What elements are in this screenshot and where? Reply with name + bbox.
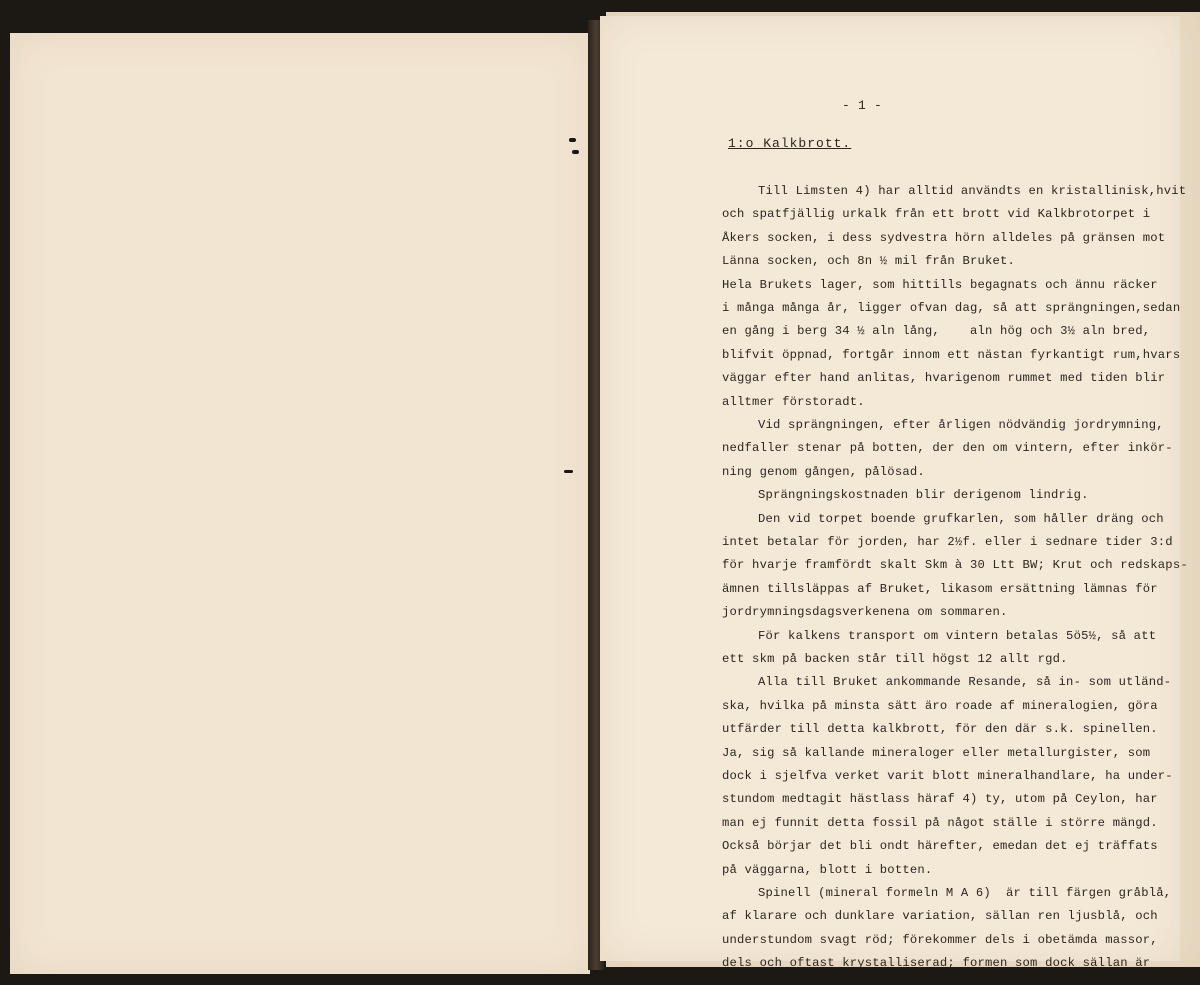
right-text-page	[600, 16, 1188, 971]
text-line: Alla till Bruket ankommande Resande, så in- som utländ-	[758, 675, 1172, 690]
left-blank-page	[10, 33, 590, 974]
text-line: jordrymningsdagsverkenena om sommaren.	[722, 605, 1008, 620]
text-line: stundom medtagit hästlass häraf 4) ty, utom på Ceylon, har	[722, 792, 1158, 807]
text-line: För kalkens transport om vintern betalas 5ö5½, så att	[758, 628, 1157, 643]
text-line: Hela Brukets lager, som hittills begagnats och ännu räcker	[722, 277, 1158, 292]
text-line: Till Limsten 4) har alltid användts en kristallinisk,hvit	[758, 184, 1187, 198]
text-line: dels och oftast krystalliserad; formen som dock sällan är	[722, 956, 1151, 971]
page-number: - 1 -	[842, 98, 883, 113]
text-line: ska, hvilka på minsta sätt äro roade af mineralogien, göra	[722, 698, 1158, 713]
text-line: Också börjar det bli ondt härefter, emedan det ej träffats	[722, 839, 1158, 854]
text-line: af klarare och dunklare variation, sällan ren ljusblå, och	[722, 909, 1158, 924]
text-line: Vid sprängningen, efter årligen nödvändig jordrymning,	[758, 418, 1164, 432]
text-line: understundom svagt röd; förekommer dels i obetämda massor,	[722, 932, 1158, 947]
text-line: Spinell (mineral formeln M A 6) är till färgen gråblå,	[758, 886, 1172, 900]
text-line: och spatfjällig urkalk från ett brott vid Kalkbrotorpet i	[722, 207, 1151, 222]
text-line: en gång i berg 34 ½ aln lång, aln hög och 3½ aln bred,	[722, 324, 1151, 339]
text-line: blifvit öppnad, fortgår innom ett nästan fyrkantigt rum,hvars	[722, 347, 1181, 362]
text-line: alltmer förstoradt.	[722, 394, 865, 409]
section-heading: 1:o Kalkbrott.	[728, 136, 852, 151]
text-line: intet betalar för jorden, har 2½f. eller i sednare tider 3:d	[722, 535, 1173, 549]
text-line: ämnen tillsläppas af Bruket, likasom ersättning lämnas för	[722, 581, 1158, 596]
text-line: Länna socken, och 8n ½ mil från Bruket.	[722, 254, 1016, 269]
text-line: Den vid torpet boende grufkarlen, som håller dräng och	[758, 511, 1164, 526]
text-line: för hvarje framfördt skalt Skm à 30 Ltt BW; Krut och redskaps-	[722, 558, 1188, 573]
text-line: dock i sjelfva verket varit blott mineralhandlare, ha under-	[722, 769, 1173, 783]
text-line: ett skm på backen står till högst 12 allt rgd.	[722, 652, 1068, 666]
typed-text-area	[600, 16, 1188, 971]
text-line: nedfaller stenar på botten, der den om vintern, efter inkör-	[722, 441, 1173, 456]
text-line: Åkers socken, i dess sydvestra hörn alldeles på gränsen mot	[722, 230, 1166, 245]
ink-mark	[569, 138, 576, 142]
text-line: ning genom gången, pålösad.	[722, 464, 925, 479]
text-line: i många många år, ligger ofvan dag, så att sprängningen,sedan	[722, 301, 1181, 315]
text-line: Sprängningskostnaden blir derigenom lindrig.	[758, 488, 1089, 503]
text-line: väggar efter hand anlitas, hvarigenom rummet med tiden blir	[722, 371, 1166, 386]
ink-mark	[564, 470, 573, 473]
text-line: Ja, sig så kallande mineraloger eller metallurgister, som	[722, 745, 1151, 760]
text-line: på väggarna, blott i botten.	[722, 862, 933, 877]
ink-mark	[572, 150, 579, 154]
text-line: utfärder till detta kalkbrott, för den där s.k. spinellen.	[722, 722, 1158, 737]
text-line: man ej funnit detta fossil på något ställe i större mängd.	[722, 815, 1158, 830]
